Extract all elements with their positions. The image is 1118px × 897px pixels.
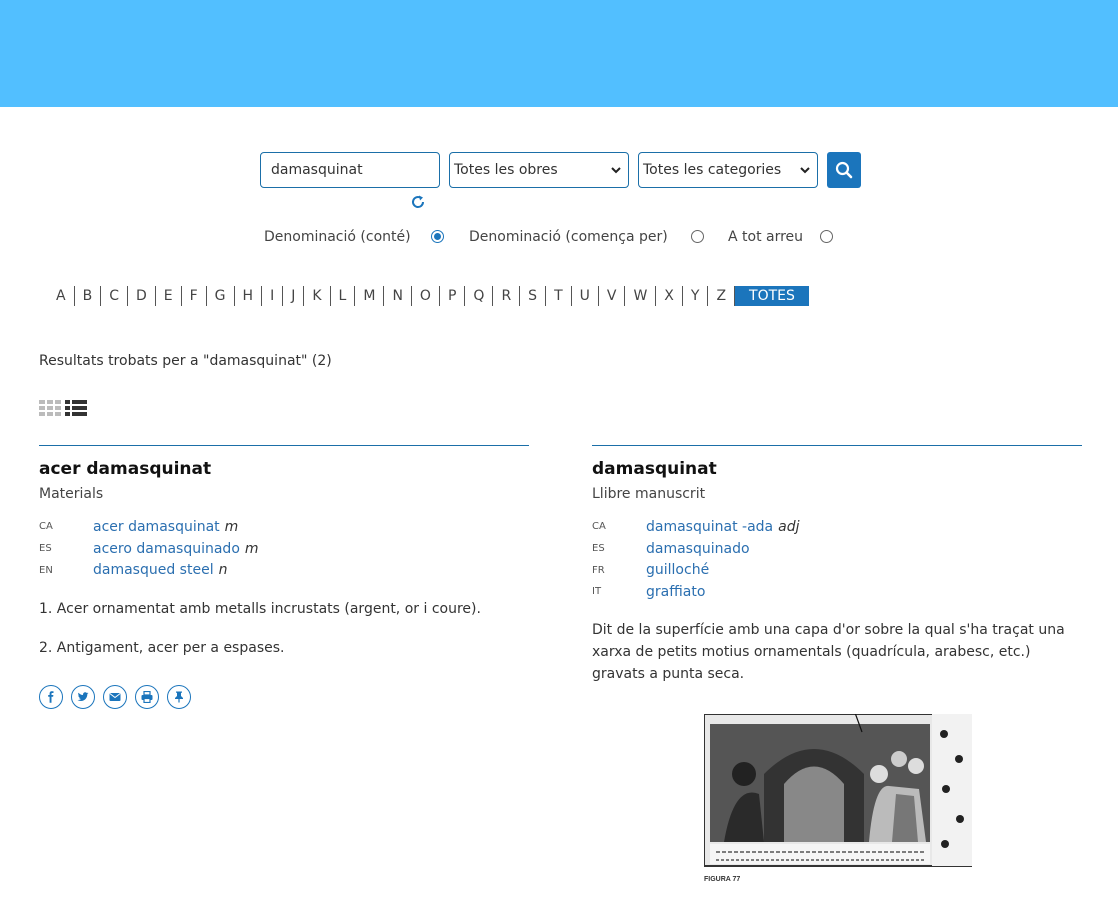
term-row [592,516,1082,538]
share-buttons [39,685,529,709]
alphabet-letter-l[interactable]: L [331,286,356,306]
manuscript-illustration [704,714,972,884]
term-list [592,516,1082,603]
term-lang: ES [592,543,605,555]
term-link[interactable]: acer damasquinat [93,518,220,535]
alphabet-letter-z[interactable]: Z [716,288,727,304]
alphabet-letter-e[interactable]: E [156,286,182,306]
alphabet-letter-c[interactable]: C [101,286,128,306]
result-card [592,445,1082,685]
term-grammar: adj [778,518,800,535]
alphabet-letter-h[interactable]: H [235,286,263,306]
figure-caption: FIGURA 77 [704,876,741,883]
results-summary: Resultats trobats per a "damasquinat" (2) [39,353,332,369]
view-toggle [39,400,87,416]
envelope-icon [109,692,121,702]
alphabet-letter-x[interactable]: X [656,286,683,306]
categories-select-value: Totes les categories [643,162,782,178]
result-title[interactable]: acer damasquinat [39,459,212,479]
term-link[interactable]: acero damasquinado [93,540,240,557]
term-lang: ES [39,543,52,555]
definition: Dit de la superfície amb una capa d'or sobre la qual s'ha traçat una xarxa de petits motius ornamentals (quadrícula, arabesc, etc.) gravats a punta seca. [592,621,1065,682]
categories-select[interactable] [638,152,818,188]
alphabet-letter-s[interactable]: S [520,286,546,306]
print-button[interactable] [135,685,159,709]
facebook-share-button[interactable] [39,685,63,709]
term-grammar: m [244,540,259,557]
alphabet-letter-r[interactable]: R [493,286,520,306]
works-select-value: Totes les obres [454,162,558,178]
term-lang: FR [592,564,605,576]
search-icon [835,161,853,179]
term-row [592,538,1082,560]
term-row [592,559,1082,581]
radio-button[interactable] [691,230,704,243]
twitter-share-button[interactable] [71,685,95,709]
term-link[interactable]: damasquinado [646,540,750,557]
term-lang: CA [39,521,53,533]
term-grammar: n [218,562,228,579]
alphabet-letter-y[interactable]: Y [683,286,709,306]
term-link[interactable]: damasqued steel [93,562,214,579]
term-lang: EN [39,564,53,576]
alphabet-letter-o[interactable]: O [412,286,440,306]
term-link[interactable]: guilloché [646,562,710,579]
search-mode-starts-with[interactable] [469,229,668,245]
alphabet-letter-q[interactable]: Q [465,286,493,306]
search-mode-label: Denominació (comença per) [469,229,668,245]
alphabet-letter-b[interactable]: B [75,286,102,306]
term-grammar: m [224,518,239,535]
term-row [592,581,1082,603]
pin-button[interactable] [167,685,191,709]
term-row [39,516,529,538]
facebook-icon [45,691,57,703]
pin-icon [174,691,184,703]
alphabet-letter-g[interactable]: G [207,286,235,306]
search-mode-label: A tot arreu [728,229,804,245]
term-link[interactable]: damasquinat -ada [646,518,774,535]
alphabet-letter-t[interactable]: T [546,286,572,306]
chevron-down-icon [610,164,622,176]
search-mode-everywhere[interactable] [728,229,803,245]
alphabet-letter-p[interactable]: P [440,286,465,306]
result-title[interactable]: damasquinat [592,459,717,479]
refresh-icon[interactable] [410,194,426,210]
term-row [39,559,529,581]
alphabet-letter-d[interactable]: D [128,286,156,306]
term-row [39,538,529,560]
alphabet-letter-n[interactable]: N [384,286,411,306]
works-select[interactable] [449,152,629,188]
top-banner [0,0,1118,107]
result-category: Materials [39,486,104,502]
printer-icon [141,691,153,703]
list-view-icon[interactable] [65,400,87,416]
result-category: Llibre manuscrit [592,486,706,502]
alphabet-letter-u[interactable]: U [572,286,599,306]
definition: 2. Antigament, acer per a espases. [39,640,285,657]
chevron-down-icon [799,164,811,176]
alphabet-letter-j[interactable]: J [283,286,304,306]
term-list [39,516,529,581]
search-mode-contains[interactable] [264,229,411,245]
radio-button[interactable] [820,230,833,243]
term-lang: IT [592,586,602,598]
alphabet-letter-i[interactable]: I [262,286,283,306]
alphabet-letter-a[interactable]: A [48,286,75,306]
term-lang: CA [592,521,606,533]
radio-button[interactable] [431,230,444,243]
alphabet-letter-k[interactable]: K [304,286,330,306]
alphabet-letter-v[interactable]: V [599,286,626,306]
alphabet-letter-m[interactable]: M [355,286,384,306]
search-button[interactable] [827,152,861,188]
alphabet-filter [48,286,809,306]
search-input[interactable] [260,152,440,188]
grid-view-icon[interactable] [39,400,61,416]
twitter-icon [77,691,89,703]
alphabet-letter-f[interactable]: F [182,286,207,306]
result-card [39,445,529,709]
search-mode-label: Denominació (conté) [264,229,411,245]
alphabet-all[interactable]: TOTES [734,286,809,306]
alphabet-letter-w[interactable]: W [625,286,656,306]
definition: 1. Acer ornamentat amb metalls incrustats (argent, or i coure). [39,601,481,618]
term-link[interactable]: graffiato [646,583,706,600]
email-share-button[interactable] [103,685,127,709]
